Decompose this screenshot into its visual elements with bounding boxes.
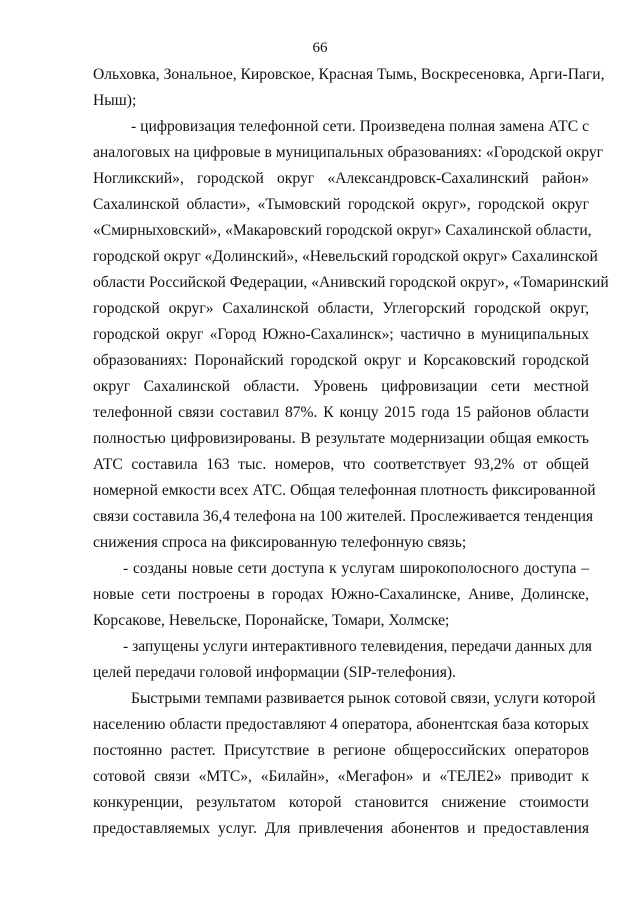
text-line: округ Сахалинской области. Уровень цифровизации сети местной [93,378,589,395]
text-line: связи составила 36,4 телефона на 100 жителей. Прослеживается тенденция [93,508,594,525]
text-line: Сахалинской области», «Тымовский городской округ», городской округ [93,196,589,213]
text-line: городской округ «Город Южно-Сахалинск»; частично в муниципальных [93,326,589,343]
text-line: телефонной связи составил 87%. К концу 2015 года 15 районов области [93,404,589,421]
text-line: АТС составила 163 тыс. номеров, что соответствует 93,2% от общей [93,456,589,473]
text-line: городской округ» Сахалинской области, Углегорский городской округ, [93,300,589,317]
text-line: - цифровизация телефонной сети. Произведена полная замена АТС с [131,118,589,135]
text-line: аналоговых на цифровые в муниципальных образованиях: «Городской округ [93,144,604,161]
text-line: постоянно растет. Присутствие в регионе общероссийских операторов [93,742,589,759]
text-line: Ныш); [93,92,137,109]
body-text [93,62,609,842]
text-line: Быстрыми темпами развивается рынок сотовой связи, услуги которой [131,690,596,707]
text-line: населению области предоставляют 4 оператора, абонентская база которых [93,716,589,733]
text-line: новые сети построены в городах Южно-Сахалинске, Аниве, Долинске, [93,586,589,603]
text-line: предоставляемых услуг. Для привлечения абонентов и предоставления [93,820,589,837]
text-line: Корсакове, Невельске, Поронайске, Томари, Холмске; [93,612,450,629]
text-line: целей передачи головой информации (SIP-телефония). [93,664,456,681]
text-line: «Смирныховский», «Макаровский городской округ» Сахалинской области, [93,222,592,239]
text-line: снижения спроса на фиксированную телефонную связь; [93,534,467,551]
text-line: конкуренции, результатом которой становится снижение стоимости [93,794,589,811]
text-line: Ольховка, Зональное, Кировское, Красная Тымь, Воскресеновка, Арги-Паги, [93,66,605,83]
text-line: Ногликский», городской округ «Александровск-Сахалинский район» [93,170,589,187]
text-line: - запущены услуги интерактивного телевидения, передачи данных для [123,638,592,655]
text-line: - созданы новые сети доступа к услугам широкополосного доступа – [123,560,589,577]
text-line: полностью цифровизированы. В результате модернизации общая емкость [93,430,589,447]
text-line: номерной емкости всех АТС. Общая телефонная плотность фиксированной [93,482,596,499]
text-line: образованиях: Поронайский городской округ и Корсаковский городской [93,352,589,369]
page-number: 66 [312,40,328,56]
text-line: городской округ «Долинский», «Невельский городской округ» Сахалинской [93,248,598,265]
text-line: области Российской Федерации, «Анивский городской округ», «Томаринский [93,274,609,291]
text-line: сотовой связи «МТС», «Билайн», «Мегафон» и «ТЕЛЕ2» приводит к [93,768,589,785]
